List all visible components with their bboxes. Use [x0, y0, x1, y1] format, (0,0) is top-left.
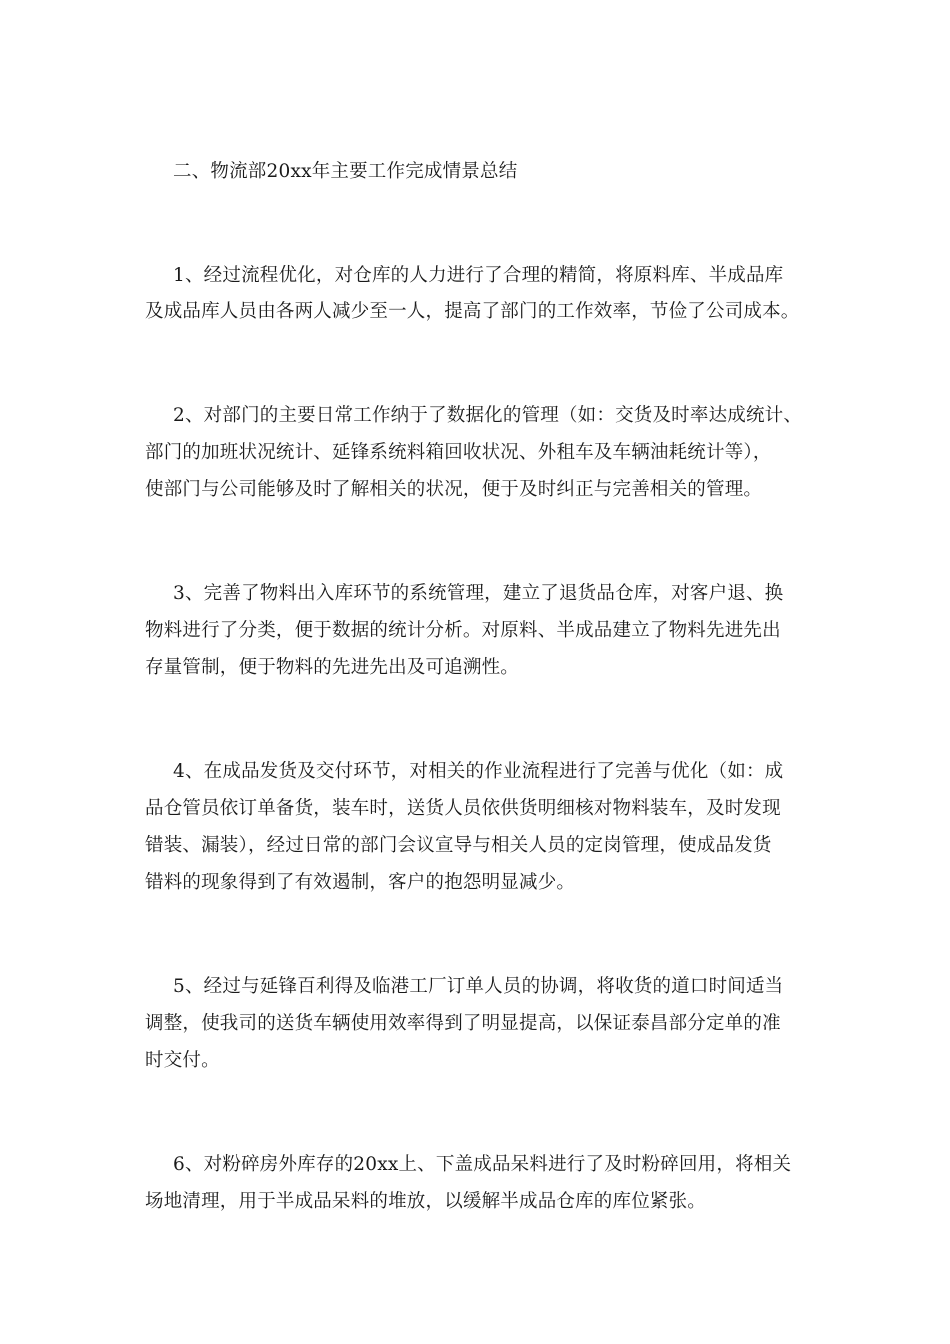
- paragraph-2-line-3: 使部门与公司能够及时了解相关的状况，便于及时纠正与完善相关的管理。: [145, 479, 763, 500]
- paragraph-5-line-3: 时交付。: [145, 1050, 220, 1071]
- paragraph-4-line-4: 错料的现象得到了有效遏制，客户的抱怨明显减少。: [145, 872, 576, 893]
- paragraph-3-line-2: 物料进行了分类，便于数据的统计分析。对原料、半成品建立了物料先进先出: [145, 620, 781, 641]
- paragraph-5-line-1: 5、经过与延锋百利得及临港工厂订单人员的协调，将收货的道口时间适当: [173, 976, 784, 997]
- paragraph-4-line-2: 品仓管员依订单备货，装车时，送货人员依供货明细核对物料装车，及时发现: [145, 798, 781, 819]
- paragraph-5-line-2: 调整，使我司的送货车辆使用效率得到了明显提高，以保证泰昌部分定单的准: [145, 1013, 781, 1034]
- paragraph-6-line-1: 6、对粉碎房外库存的20xx上、下盖成品呆料进行了及时粉碎回用，将相关: [173, 1154, 792, 1175]
- section-heading: 二、物流部20xx年主要工作完成情景总结: [173, 161, 518, 182]
- paragraph-4-line-3: 错装、漏装），经过日常的部门会议宣导与相关人员的定岗管理，使成品发货: [145, 835, 772, 856]
- paragraph-6-line-2: 场地清理，用于半成品呆料的堆放，以缓解半成品仓库的库位紧张。: [145, 1191, 707, 1212]
- paragraph-2-line-1: 2、对部门的主要日常工作纳于了数据化的管理（如：交货及时率达成统计、: [173, 405, 803, 426]
- paragraph-1-line-2: 及成品库人员由各两人减少至一人，提高了部门的工作效率，节俭了公司成本。: [145, 301, 800, 322]
- paragraph-1-line-1: 1、经过流程优化，对仓库的人力进行了合理的精简，将原料库、半成品库: [173, 265, 784, 286]
- paragraph-2-line-2: 部门的加班状况统计、延锋系统料箱回收状况、外租车及车辆油耗统计等），: [145, 442, 772, 463]
- paragraph-3-line-1: 3、完善了物料出入库环节的系统管理，建立了退货品仓库，对客户退、换: [173, 583, 784, 604]
- paragraph-3-line-3: 存量管制，便于物料的先进先出及可追溯性。: [145, 657, 520, 678]
- paragraph-4-line-1: 4、在成品发货及交付环节，对相关的作业流程进行了完善与优化（如：成: [173, 761, 784, 782]
